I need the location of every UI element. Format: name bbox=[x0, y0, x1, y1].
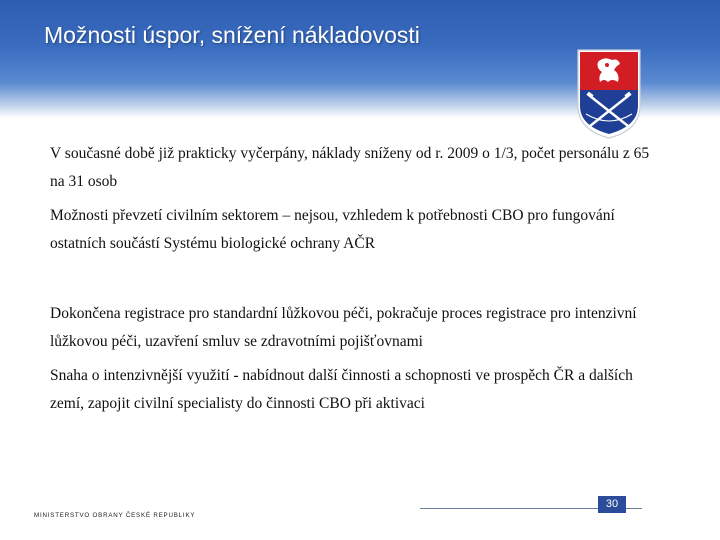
slide-title: Možnosti úspor, snížení nákladovosti bbox=[44, 22, 420, 48]
footer-organization: MINISTERSTVO OBRANY ČESKÉ REPUBLIKY bbox=[34, 512, 196, 519]
page-number: 30 bbox=[598, 496, 626, 513]
bullet-item: V současné době již prakticky vyčerpány, náklady sníženy od r. 2009 o 1/3, počet personálu z 65 na 31 osob bbox=[50, 145, 650, 190]
bullet-item: Možnosti převzetí civilním sektorem – nejsou, vzhledem k potřebnosti CBO pro fungování ostatních součástí Systému biologické ochrany AČR bbox=[50, 207, 615, 252]
bullet-item: Dokončena registrace pro standardní lůžkovou péči, pokračuje proces registrace pro intenzivní lůžkovou péči, uzavření smluv se zdravotními pojišťovnami bbox=[50, 305, 637, 350]
bullet-list bbox=[50, 140, 662, 424]
army-crest-icon bbox=[574, 48, 644, 140]
bullet-item: Snaha o intenzivnější využití - nabídnout další činnosti a schopnosti ve prospěch ČR a dalších zemí, zapojit civilní specialisty do činnosti CBO při aktivaci bbox=[50, 367, 633, 412]
